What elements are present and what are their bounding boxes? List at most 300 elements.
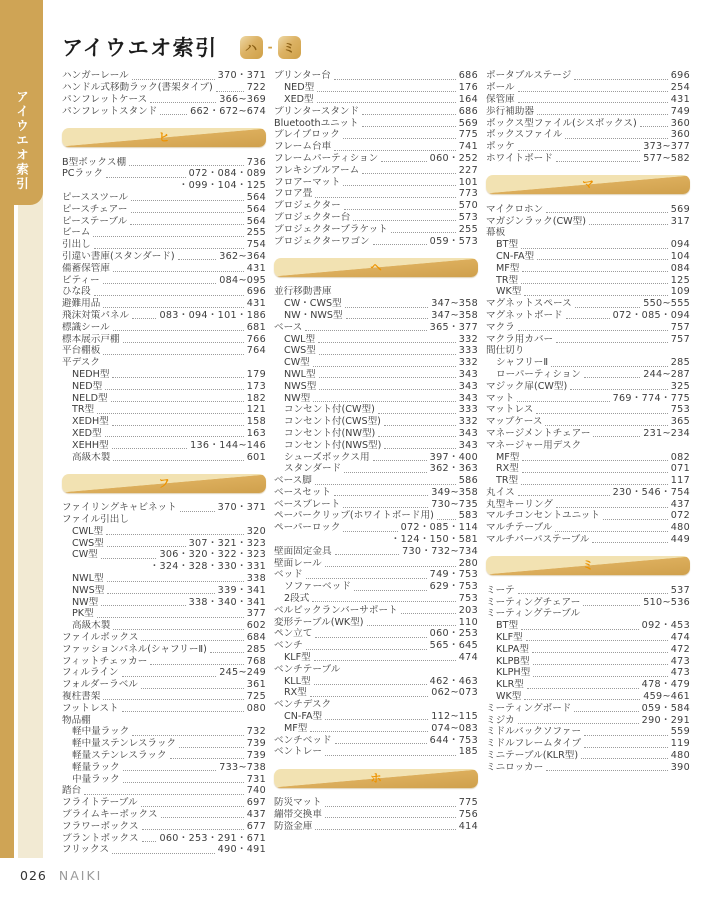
leader-dots [574, 79, 667, 80]
entry-pages: 320 [246, 525, 266, 537]
entry-pages: 473 [670, 667, 690, 679]
entry-pages: 480 [670, 750, 690, 762]
entry-pages: 749・753 [429, 569, 478, 581]
leader-dots [103, 699, 243, 700]
index-entry [62, 691, 266, 703]
leader-dots [384, 425, 456, 426]
entry-label: 丸型キーリング [486, 498, 553, 510]
leader-dots [583, 605, 640, 606]
leader-dots [305, 330, 426, 331]
index-entry [274, 640, 478, 652]
index-entry [486, 451, 690, 463]
entry-label: フロア畳 [274, 188, 313, 200]
index-group-heading [486, 345, 690, 357]
index-entry [274, 298, 478, 310]
leader-dots [518, 102, 668, 103]
entry-label: ミニロッカー [486, 761, 544, 773]
index-entry [62, 392, 266, 404]
entry-label: ひな段 [62, 286, 91, 298]
leader-dots [526, 640, 668, 641]
entry-label: ベッド [274, 569, 303, 581]
index-entry [274, 809, 478, 821]
entry-pages: 255 [458, 223, 478, 235]
entry-pages: ・324・328・330・331 [149, 561, 266, 573]
leader-dots [318, 342, 456, 343]
entry-pages: 072・084・089 [188, 168, 266, 180]
index-entry [62, 702, 266, 714]
entry-label: ミーティングテーブル [486, 608, 581, 620]
entry-pages: 565・645 [429, 640, 478, 652]
entry-label: フィルライン [62, 667, 119, 679]
entry-label: CWL型 [284, 333, 316, 345]
index-entry [274, 797, 478, 809]
entry-label: ミジカ [486, 714, 515, 726]
entry-pages: 072・085・114 [400, 522, 478, 534]
leader-dots [103, 283, 217, 284]
index-entry [274, 652, 478, 664]
entry-pages: 753 [458, 593, 478, 605]
section-bar [274, 769, 478, 788]
entry-label: マルチパーパステーブル [486, 534, 590, 546]
leader-dots [581, 758, 668, 759]
entry-pages: 473 [670, 655, 690, 667]
entry-label: B型ボックス棚 [62, 156, 127, 168]
leader-dots [313, 366, 456, 367]
range-dash-icon: - [267, 40, 273, 54]
index-entry [62, 404, 266, 416]
entry-label: 複柱書架 [62, 691, 101, 703]
entry-pages: 570 [458, 200, 478, 212]
entry-pages: 074~083 [431, 722, 478, 734]
entry-label: ボックスファイル [486, 129, 563, 141]
entry-pages: 431 [246, 262, 266, 274]
entry-label: マルチコンセントユニット [486, 510, 600, 522]
entry-label: NW・NWS型 [284, 309, 343, 321]
entry-pages: 072 [670, 510, 690, 522]
index-entry [486, 380, 690, 392]
entry-label: NWS型 [72, 584, 105, 596]
index-entry [486, 94, 690, 106]
index-entry [274, 675, 478, 687]
entry-pages: 764 [246, 345, 266, 357]
leader-dots [343, 507, 428, 508]
leader-dots [555, 531, 667, 532]
entry-pages: 060・253 [429, 628, 478, 640]
index-entry [62, 203, 266, 215]
index-entry [62, 679, 266, 691]
sidebar-tab-label: アイウエオ索引 [14, 90, 30, 192]
entry-pages: 332 [458, 416, 478, 428]
entry-pages: 730・732~734 [402, 545, 478, 557]
entry-label: ファイル引出し [62, 514, 129, 526]
index-entry [62, 333, 266, 345]
leader-dots [437, 519, 456, 520]
entry-pages: 339・341 [217, 584, 266, 596]
index-entry [62, 761, 266, 773]
entry-label: NW型 [72, 596, 99, 608]
entry-label: ローパーティション [496, 368, 581, 380]
leader-dots [107, 546, 186, 547]
index-entry [274, 380, 478, 392]
index-entry [62, 726, 266, 738]
index-group-heading [274, 699, 478, 711]
entry-pages: 084~095 [219, 274, 266, 286]
entry-label: 防盗金庫 [274, 820, 313, 832]
index-entry [62, 215, 266, 227]
entry-label: NW型 [284, 392, 311, 404]
index-entry [486, 620, 690, 632]
entry-label: 軽中量ラック [72, 726, 130, 738]
index-entry [274, 711, 478, 723]
index-entry [486, 475, 690, 487]
leader-dots [325, 566, 456, 567]
entry-pages: 564 [246, 203, 266, 215]
entry-pages: 343 [458, 380, 478, 392]
entry-pages: 480 [670, 522, 690, 534]
entry-label: フレーム台車 [274, 141, 332, 153]
index-entry [274, 357, 478, 369]
index-entry [274, 820, 478, 832]
entry-pages: 112~115 [431, 711, 478, 723]
entry-pages: 753 [670, 404, 690, 416]
entry-pages: 244~287 [643, 368, 690, 380]
entry-pages: 083・094・101・186 [159, 309, 266, 321]
index-entry [274, 310, 478, 322]
index-entry [486, 298, 690, 310]
leader-dots [312, 601, 455, 602]
entry-label: マグネットスペース [486, 298, 572, 310]
entry-pages: 696 [670, 70, 690, 82]
index-entry [274, 200, 478, 212]
leader-dots [533, 664, 668, 665]
index-entry [486, 522, 690, 534]
leader-dots [521, 283, 668, 284]
index-entry [486, 534, 690, 546]
entry-pages: 431 [670, 93, 690, 105]
entry-label: NWL型 [284, 368, 316, 380]
entry-label: ビティー [62, 274, 100, 286]
index-entry [486, 643, 690, 655]
entry-pages: 343 [458, 392, 478, 404]
leader-dots [518, 330, 668, 331]
leader-dots [317, 102, 456, 103]
index-entry [486, 153, 690, 165]
entry-label: 保管庫 [486, 93, 515, 105]
entry-pages: 602 [246, 620, 266, 632]
leader-dots [378, 413, 456, 414]
leader-dots [556, 161, 640, 162]
leader-dots [556, 507, 668, 508]
leader-dots [522, 472, 668, 473]
index-entry [274, 498, 478, 510]
leader-dots [592, 542, 667, 543]
index-entry [62, 451, 266, 463]
entry-label: ペーパークリップ(ホワイトボード用) [274, 510, 434, 522]
entry-pages: 325 [670, 380, 690, 392]
entry-label: NED型 [72, 380, 103, 392]
entry-label: XEDH型 [72, 416, 109, 428]
leader-dots [518, 593, 668, 594]
brand-logo: NAIKI [58, 868, 103, 883]
entry-label: RX型 [284, 687, 307, 699]
entry-pages: 681 [246, 321, 266, 333]
section-bar [274, 258, 478, 277]
entry-pages: 109 [670, 286, 690, 298]
entry-pages: 119 [670, 738, 690, 750]
index-entry-continuation [62, 561, 266, 573]
index-entry [486, 584, 690, 596]
entry-pages: 362~364 [219, 250, 266, 262]
entry-pages: 059・573 [429, 235, 478, 247]
entry-label: NED型 [284, 82, 315, 94]
index-entry [274, 593, 478, 605]
leader-dots [112, 377, 243, 378]
leader-dots [343, 138, 456, 139]
entry-label: XED型 [284, 93, 314, 105]
entry-pages: 104 [670, 250, 690, 262]
entry-label: WK型 [496, 691, 522, 703]
leader-dots [113, 460, 243, 461]
index-entry [274, 522, 478, 534]
entry-label: ベース [274, 321, 303, 333]
leader-dots [334, 495, 428, 496]
entry-label: TR型 [496, 274, 519, 286]
entry-label: 軽量ラック [72, 761, 120, 773]
entry-label: フロアーマット [274, 176, 341, 188]
entry-pages: 749 [670, 105, 690, 117]
leader-dots [103, 307, 243, 308]
leader-dots [640, 126, 668, 127]
entry-label: 高級木製 [72, 451, 111, 463]
entry-label: MF型 [284, 722, 308, 734]
index-entry [274, 616, 478, 628]
entry-pages: 255 [246, 227, 266, 239]
leader-dots [113, 271, 244, 272]
entry-label: PK型 [72, 608, 94, 620]
leader-dots [97, 413, 244, 414]
index-range [240, 36, 301, 59]
entry-label: KLF型 [496, 632, 523, 644]
leader-dots [315, 637, 426, 638]
index-column-1 [62, 70, 266, 856]
index-entry [62, 738, 266, 750]
entry-label: 備蓄保管庫 [62, 262, 110, 274]
entry-label: パンフレットケース [62, 93, 148, 105]
index-entry [274, 223, 478, 235]
section-bar [62, 128, 266, 147]
entry-pages: 176 [458, 82, 478, 94]
leader-dots [345, 307, 429, 308]
entry-label: ファッションパネル(シャフリーⅡ) [62, 643, 207, 655]
index-entry [486, 239, 690, 251]
index-entry [274, 687, 478, 699]
leader-dots [334, 150, 456, 151]
leader-dots [574, 711, 638, 712]
entry-label: 標本展示戸棚 [62, 333, 120, 345]
section-bar [486, 556, 690, 575]
index-entry [62, 750, 266, 762]
entry-label: ベンチ [274, 640, 303, 652]
entry-label: ミニテーブル(KLR型) [486, 750, 579, 762]
entry-pages: 431 [246, 298, 266, 310]
entry-pages: 360 [670, 129, 690, 141]
entry-pages: 306・320・322・323 [159, 549, 266, 561]
leader-dots [106, 534, 244, 535]
entry-label: CWS型 [72, 537, 104, 549]
entry-pages: 182 [246, 392, 266, 404]
entry-label: マクラ用カバー [486, 333, 554, 345]
leader-dots [131, 200, 244, 201]
index-entry [62, 608, 266, 620]
index-entry [486, 105, 690, 117]
entry-label: ボックス型ファイル(シスボックス) [486, 117, 637, 129]
leader-dots [545, 425, 667, 426]
leader-dots [315, 484, 456, 485]
entry-pages: 564 [246, 191, 266, 203]
entry-pages: 125 [670, 274, 690, 286]
index-entry [274, 176, 478, 188]
index-entry [486, 357, 690, 369]
section-label: フ [158, 475, 170, 490]
section-label: マ [582, 177, 594, 192]
leader-dots [362, 114, 456, 115]
entry-label: PCラック [62, 168, 104, 180]
index-entry [274, 235, 478, 247]
entry-pages: 227 [458, 164, 478, 176]
index-entry [62, 537, 266, 549]
index-entry [486, 510, 690, 522]
index-entry [486, 655, 690, 667]
leader-dots [524, 699, 640, 700]
leader-dots [107, 593, 214, 594]
entry-pages: 414 [458, 820, 478, 832]
entry-pages: 586 [458, 475, 478, 487]
index-entry [486, 274, 690, 286]
entry-pages: 757 [670, 321, 690, 333]
entry-pages: 072・085・094 [612, 309, 690, 321]
entry-label: フラワーボックス [62, 820, 139, 832]
leader-dots [160, 114, 187, 115]
entry-label: MF型 [496, 451, 520, 463]
leader-dots [589, 224, 668, 225]
entry-label: 並行移動書庫 [274, 286, 332, 298]
entry-label: KLR型 [496, 679, 524, 691]
entry-pages: 644・753 [429, 734, 478, 746]
index-entry [62, 239, 266, 251]
leader-dots [112, 448, 187, 449]
entry-pages: 629・753 [429, 581, 478, 593]
entry-pages: 740 [246, 785, 266, 797]
index-entry [486, 82, 690, 94]
entry-pages: 366~369 [219, 93, 266, 105]
leader-dots [362, 173, 456, 174]
index-entry [486, 428, 690, 440]
entry-label: 中量ラック [72, 773, 120, 785]
entry-pages: 462・463 [429, 675, 478, 687]
entry-label: ソファーベッド [284, 581, 351, 593]
entry-label: ペーパーロック [274, 522, 341, 534]
entry-pages: 082 [670, 451, 690, 463]
index-entry [62, 286, 266, 298]
index-entry [486, 70, 690, 82]
index-entry [62, 844, 266, 856]
entry-label: シューズボックス用 [284, 451, 370, 463]
leader-dots [179, 747, 244, 748]
entry-label: NELD型 [72, 392, 108, 404]
entry-label: MF型 [496, 262, 520, 274]
entry-label: Bluetoothユニット [274, 117, 359, 129]
entry-pages: 569 [458, 117, 478, 129]
index-column-2 [274, 70, 478, 832]
entry-label: 2段式 [284, 593, 310, 605]
leader-dots [556, 342, 668, 343]
leader-dots [584, 735, 668, 736]
leader-dots [113, 330, 244, 331]
leader-dots [161, 817, 244, 818]
entry-label: CWL型 [72, 525, 104, 537]
entry-pages: 569 [670, 203, 690, 215]
entry-label: BT型 [496, 620, 519, 632]
entry-pages: 317 [670, 215, 690, 227]
leader-dots [334, 79, 456, 80]
entry-label: NWL型 [72, 573, 104, 585]
entry-pages: 510~536 [643, 596, 690, 608]
leader-dots [315, 197, 455, 198]
entry-label: プラントボックス [62, 832, 139, 844]
leader-dots [536, 413, 667, 414]
entry-pages: 775 [458, 797, 478, 809]
entry-pages: 583 [458, 510, 478, 522]
section-label: ホ [370, 770, 382, 785]
index-entry [62, 321, 266, 333]
entry-pages: 343 [458, 368, 478, 380]
entry-pages: 730~735 [431, 498, 478, 510]
entry-pages: 437 [246, 809, 266, 821]
entry-label: ピーステーブル [62, 215, 128, 227]
index-entry [62, 168, 266, 180]
index-group-heading [486, 608, 690, 620]
entry-pages: 163 [246, 427, 266, 439]
index-entry [62, 416, 266, 428]
entry-label: 平デスク [62, 357, 100, 369]
entry-pages: 333 [458, 404, 478, 416]
entry-label: シャフリーⅡ [496, 357, 549, 369]
entry-pages: 732 [246, 726, 266, 738]
entry-pages: 245~249 [219, 667, 266, 679]
entry-label: 壁面固定金具 [274, 545, 332, 557]
entry-pages: 347~358 [431, 309, 478, 321]
entry-label: コンセント付(NW型) [284, 427, 376, 439]
index-entry [62, 251, 266, 263]
entry-label: スタンダード [284, 463, 342, 475]
entry-label: ミーテ [486, 584, 515, 596]
index-entry [62, 156, 266, 168]
entry-label: ボール [486, 82, 515, 94]
index-entry [486, 262, 690, 274]
entry-pages: 307・321・323 [188, 537, 266, 549]
entry-label: 避難用品 [62, 298, 101, 310]
leader-dots [522, 460, 667, 461]
index-entry [486, 596, 690, 608]
entry-label: WK型 [496, 286, 522, 298]
entry-pages: 060・252 [429, 152, 478, 164]
index-entry [486, 310, 690, 322]
entry-label: ベンチテーブル [274, 663, 341, 675]
index-entry [274, 153, 478, 165]
entry-label: CN-FA型 [496, 250, 535, 262]
index-columns [62, 70, 690, 856]
leader-dots [132, 79, 215, 80]
